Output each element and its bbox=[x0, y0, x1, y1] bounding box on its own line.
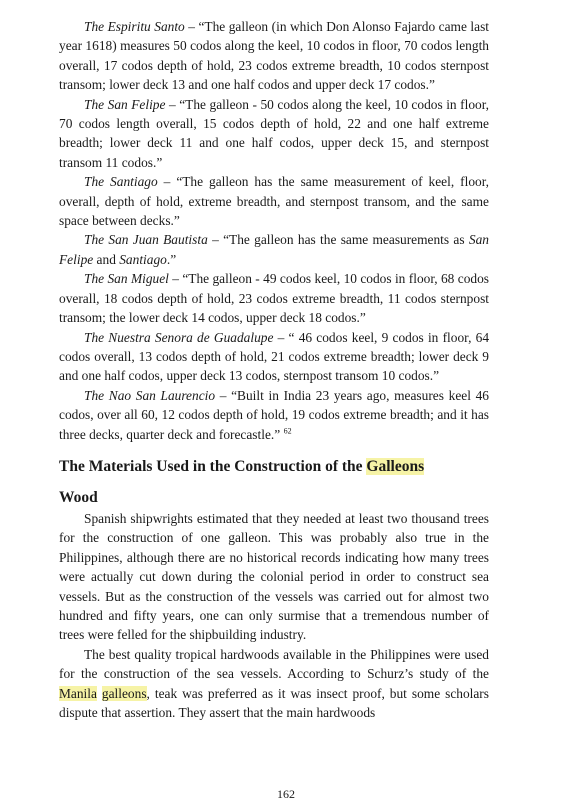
ship-entry-san-laurencio: The Nao San Laurencio – “Built in India 23 years ago, measures keel 46 codos, over all 60, 12 codos depth of hold, 19 codos extreme breadth; and it has three decks, quarter deck and forecastle.” $^{62}$ bbox=[59, 387, 489, 442]
ship-entry-santiago: The Santiago – “The galleon has the same measurement of keel, floor, overall, depth of hold, extreme breadth, and sternpost transom, and the same space between decks.” bbox=[59, 174, 489, 229]
ship-entry-san-miguel: The San Miguel – “The galleon - 49 codos keel, 10 codos in floor, 68 codos overall, 18 codos depth of hold, 23 codos extreme breadth, 11 codos sternpost transom; the lower deck 14 codos, upper deck 18 codos.” bbox=[59, 271, 490, 326]
ship-ref: Santiago bbox=[119, 251, 167, 267]
wood-paragraph-2: The best quality tropical hardwoods available in the Philippines were used for the construction of the sea vessels. According to Schurz’s study of the Manila galleons, teak was preferred as it was insect proof, but some scholars dispute that assertion. They assert that the main hardwoods bbox=[59, 646, 489, 720]
ship-description: “ 46 codos keel, 9 codos in floor, 64 codos overall, 13 codos depth of hold, 21 codos extreme breadth; lower deck 9 and one half codos, upper deck 13 codos, sternpost transom 10 codos.” bbox=[59, 329, 490, 384]
section-heading: The Materials Used in the Construction of the Galleons bbox=[59, 457, 425, 475]
page-number: 162 bbox=[277, 787, 295, 801]
ship-name: The San Miguel bbox=[84, 271, 169, 287]
ship-name: The Nuestra Senora de Guadalupe bbox=[84, 329, 274, 345]
ship-description: “The galleon has the same measurements as bbox=[223, 232, 469, 248]
ship-entry-guadalupe: The Nuestra Senora de Guadalupe – “ 46 codos keel, 9 codos in floor, 64 codos overall, 13 codos depth of hold, 21 codos extreme breadth; lower deck 9 and one half codos, upper deck 13 codos, sternpost transom 10 codos.” bbox=[59, 329, 490, 384]
ship-entry-espiritu-santo: The Espiritu Santo – “The galleon (in which Don Alonso Fajardo came last year 1618) measures 50 codos along the keel, 10 codos in floor, 70 codos length overall, 17 codos depth of hold, 23 codos extreme breadth, 10 codos sternpost transom; lower deck 13 and one half codos and upper deck 17 codos.” bbox=[59, 19, 490, 93]
ship-name: The Santiago bbox=[84, 174, 158, 190]
ship-description: “The galleon - 49 codos keel, 10 codos in floor, 68 codos overall, 18 codos depth of hold, 23 codos extreme breadth, 11 codos sternpost transom; the lower deck 14 codos, upper deck 18 codos.” bbox=[59, 271, 490, 326]
body-text bbox=[59, 17, 489, 722]
ship-entry-san-juan-bautista: The San Juan Bautista – “The galleon has the same measurements as San Felipe and Santiago.” bbox=[59, 232, 489, 267]
ship-name: The San Felipe bbox=[84, 96, 166, 112]
search-highlight: galleons bbox=[101, 685, 147, 701]
ship-description: “The galleon - 50 codos along the keel, 10 codos in floor, 70 codos length overall, 15 codos depth of hold, 22 and one half extreme breadth; lower deck 11 and one half codos, upper deck 15, and sternpost transom 11 codos.” bbox=[59, 96, 489, 170]
wood-paragraph-1: Spanish shipwrights estimated that they needed at least two thousand trees for the construction of one galleon. This was probably also true in the Philippines, although there are no historical records indicating how many trees were actually cut down during the colonial period in order to construct sea vessels. But as the construction of the vessels was carried out for almost two hundred and fifty years, one can only surmise that a tremendous number of trees were felled for the shipbuilding industry. bbox=[59, 510, 489, 643]
footnote-marker[interactable]: 62 bbox=[283, 426, 292, 436]
search-highlight: Manila bbox=[59, 685, 97, 701]
ship-ref: San Felipe bbox=[59, 232, 489, 267]
ship-name: The Nao San Laurencio bbox=[84, 387, 216, 403]
search-highlight: Galleons bbox=[366, 457, 425, 475]
ship-description: “The galleon (in which Don Alonso Fajardo came last year 1618) measures 50 codos along the keel, 10 codos in floor, 70 codos length overall, 17 codos depth of hold, 23 codos extreme breadth, 10 codos sternpost transom; lower deck 13 and one half codos and upper deck 17 codos.” bbox=[59, 19, 490, 93]
ship-description: “Built in India 23 years ago, measures keel 46 codos, over all 60, 12 codos depth of hold, 19 codos extreme breadth; and it has three decks, quarter deck and forecastle.” bbox=[59, 387, 489, 442]
ship-name: The Espiritu Santo bbox=[84, 19, 185, 34]
ship-name: The San Juan Bautista bbox=[84, 232, 208, 248]
ship-description: “The galleon has the same measurement of keel, floor, overall, depth of hold, extreme breadth, and sternpost transom, and the same space between decks.” bbox=[59, 174, 489, 229]
ship-entry-san-felipe: The San Felipe – “The galleon - 50 codos along the keel, 10 codos in floor, 70 codos length overall, 15 codos depth of hold, 22 and one half extreme breadth; lower deck 11 and one half codos, upper deck 15, and sternpost transom 11 codos.” bbox=[59, 96, 489, 170]
subheading-wood: Wood bbox=[59, 488, 98, 506]
